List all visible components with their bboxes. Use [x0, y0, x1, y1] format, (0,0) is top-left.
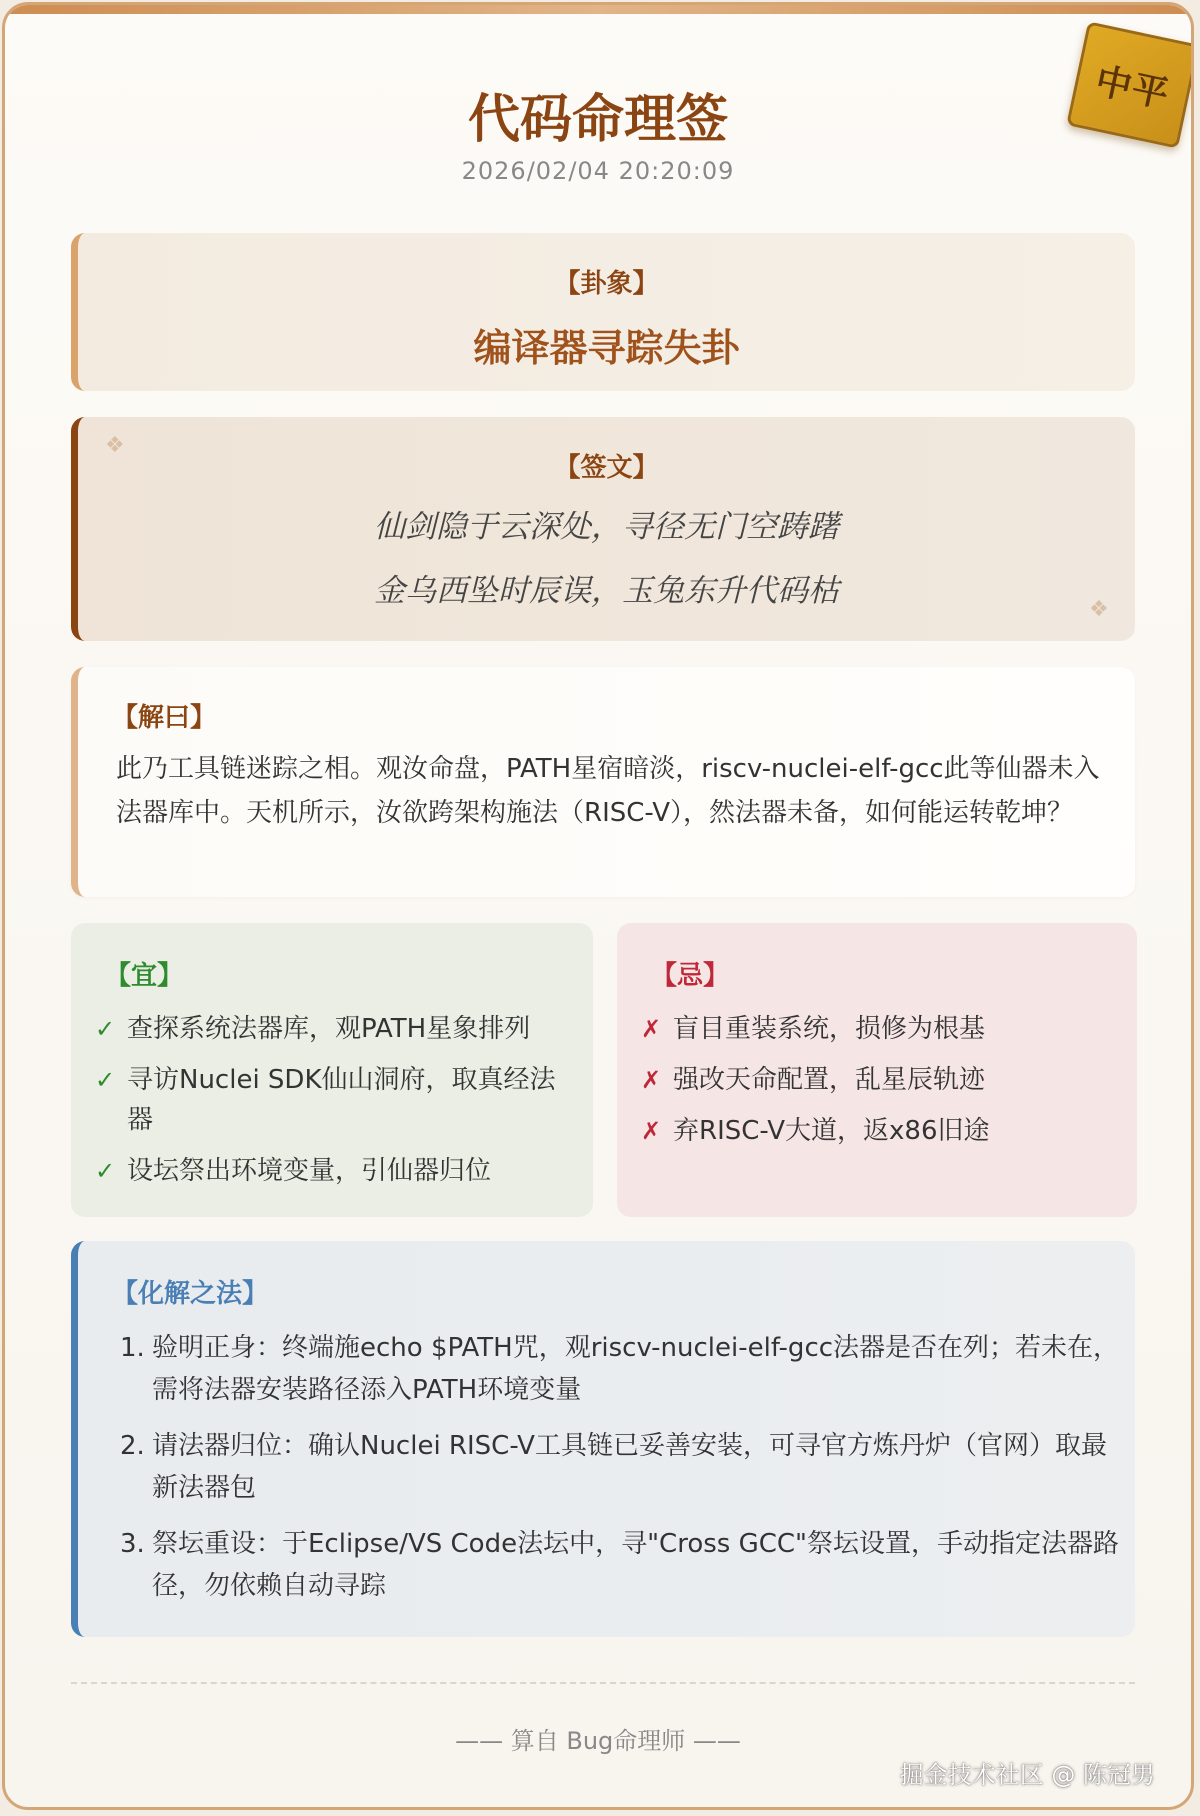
gua-name: 编译器寻踪失卦	[473, 326, 740, 370]
list-item	[95, 1151, 575, 1191]
list-item	[95, 1060, 575, 1140]
list-item-text: 查探系统法器库，观PATH星象排列	[127, 1014, 531, 1044]
avoid-label: 【忌】	[651, 961, 730, 991]
footer-signature: —— 算自 Bug命理师 ——	[455, 1727, 741, 1755]
check-icon: ✓	[95, 1157, 116, 1185]
resolution-label: 【化解之法】	[112, 1279, 269, 1309]
verse-line: 仙剑隐于云深处，寻径无门空踌躇	[374, 509, 839, 545]
qian-label: 【签文】	[554, 453, 659, 483]
step-number: 3.	[120, 1529, 145, 1559]
avoid-section	[617, 923, 1137, 1217]
diamond-ornament-icon: ❖	[1089, 597, 1109, 622]
list-item	[641, 1009, 1121, 1049]
step-text: 祭坛重设：于Eclipse/VS Code法坛中，寻"Cross GCC"祭坛设置，手动指定法器路径，勿依赖自动寻踪	[152, 1529, 1120, 1601]
cross-icon: ✗	[641, 1066, 662, 1094]
list-item	[95, 1009, 575, 1049]
page-title: 代码命理签	[467, 89, 728, 150]
cross-icon: ✗	[641, 1015, 662, 1043]
do-section	[71, 923, 593, 1217]
list-item	[641, 1111, 1121, 1151]
timestamp: 2026/02/04 20:20:09	[461, 157, 735, 185]
list-item-text: 寻访Nuclei SDK仙山洞府，取真经法器	[127, 1065, 556, 1135]
step-text: 请法器归位：确认Nuclei RISC-V工具链已妥善安装，可寻官方炼丹炉（官网）取最新法器包	[152, 1431, 1107, 1503]
interpretation-text: 此乃工具链迷踪之相。观汝命盘，PATH星宿暗淡，riscv-nuclei-elf-gcc此等仙器未入法器库中。天机所示，汝欲跨架构施法（RISC-V），然法器未备，如何能运转乾坤？	[116, 754, 1100, 828]
do-label: 【宜】	[105, 961, 184, 991]
diamond-ornament-icon: ❖	[105, 433, 125, 458]
cross-icon: ✗	[641, 1117, 662, 1145]
verse-line: 金乌西坠时辰误，玉兔东升代码枯	[374, 573, 839, 609]
step-item	[120, 1327, 1120, 1411]
interpretation-label: 【解曰】	[112, 703, 217, 733]
list-item-text: 弃RISC-V大道，返x86旧途	[673, 1116, 990, 1146]
avoid-list	[641, 1009, 1121, 1162]
gua-section	[71, 233, 1135, 391]
interpretation-section	[71, 667, 1135, 897]
watermark: 掘金技术社区 @ 陈冠男	[899, 1761, 1155, 1789]
seal-label: 中平	[1091, 60, 1173, 116]
footer-divider	[71, 1682, 1135, 1684]
step-number: 2.	[120, 1431, 145, 1461]
fortune-card	[2, 2, 1194, 1810]
list-item-text: 设坛祭出环境变量，引仙器归位	[127, 1156, 492, 1186]
resolution-steps	[120, 1327, 1120, 1621]
resolution-section	[71, 1241, 1135, 1637]
step-item	[120, 1523, 1120, 1607]
top-accent-bar	[5, 5, 1191, 14]
step-number: 1.	[120, 1333, 145, 1363]
check-icon: ✓	[95, 1015, 116, 1043]
gua-label: 【卦象】	[554, 269, 659, 299]
list-item-text: 盲目重装系统，损修为根基	[673, 1014, 986, 1044]
list-item-text: 强改天命配置，乱星辰轨迹	[673, 1065, 986, 1095]
step-item	[120, 1425, 1120, 1509]
qian-section	[71, 417, 1135, 641]
do-list	[95, 1009, 575, 1202]
step-text: 验明正身：终端施echo $PATH咒，观riscv-nuclei-elf-gcc法器是否在列；若未在，需将法器安装路径添入PATH环境变量	[152, 1333, 1120, 1405]
check-icon: ✓	[95, 1066, 116, 1094]
list-item	[641, 1060, 1121, 1100]
